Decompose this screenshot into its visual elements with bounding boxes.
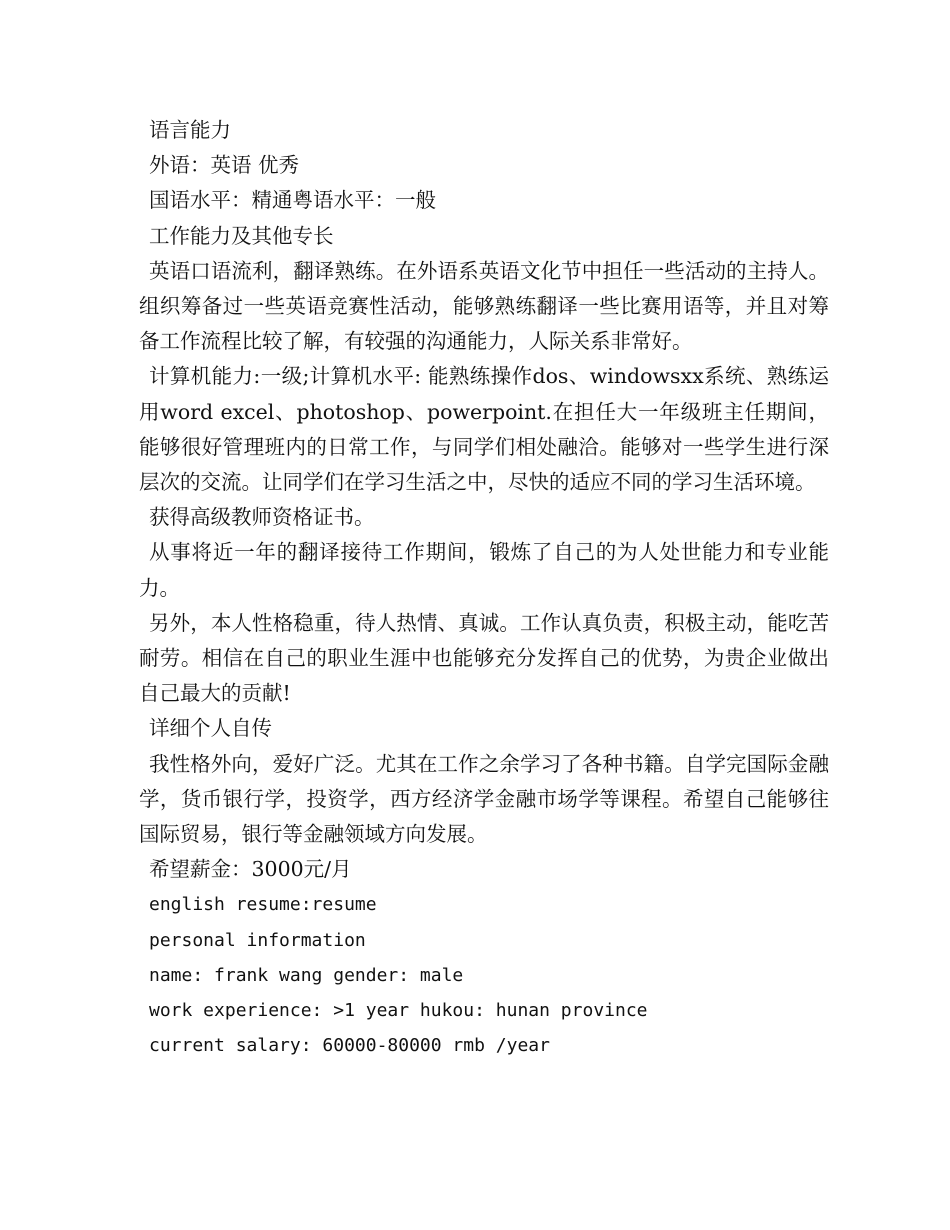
autobiography-heading: 详细个人自传 xyxy=(149,716,272,741)
teacher-certificate-line: 获得高级教师资格证书。 xyxy=(149,505,375,530)
language-ability-heading: 语言能力 xyxy=(149,118,231,142)
name-gender-line: name: frank wang gender: male xyxy=(149,964,464,986)
autobiography-paragraph: 我性格外向，爱好广泛。尤其在工作之余学习了各种书籍。自学完国际金融学，货币银行学，投资学，西方经济学金融市场学等课程。希望自己能够往国际贸易，银行等金融领域方向发展。 xyxy=(139,751,829,847)
computer-skills-paragraph: 计算机能力:一级;计算机水平: 能熟练操作dos、windowsxx系统、熟练运用word excel、photoshop、powerpoint.在担任大一年级班主任期间，能够很好管理班内的日常工作，与同学们相处融洽。能够对一些学生进行深层次的交流。让同学们在学习生活之中，尽快的适应不同的学习生活环境。 xyxy=(139,364,829,495)
personality-paragraph: 另外，本人性格稳重，待人热情、真诚。工作认真负责，积极主动，能吃苦耐劳。相信在自己的职业生涯中也能够充分发挥自己的优势，为贵企业做出自己最大的贡献! xyxy=(139,610,829,706)
work-ability-heading: 工作能力及其他专长 xyxy=(149,223,334,248)
translation-work-paragraph: 从事将近一年的翻译接待工作期间，锻炼了自己的为人处世能力和专业能力。 xyxy=(139,540,829,600)
foreign-language-line: 外语：英语 优秀 xyxy=(149,153,300,178)
current-salary-line: current salary: 60000-80000 rmb /year xyxy=(149,1035,550,1057)
expected-salary-line: 希望薪金：3000元/月 xyxy=(149,857,352,882)
document-body xyxy=(139,113,829,1063)
mandarin-cantonese-line: 国语水平：精通粤语水平：一般 xyxy=(149,188,436,213)
english-resume-line: english resume:resume xyxy=(149,894,377,916)
personal-information-line: personal information xyxy=(149,929,366,951)
english-skills-paragraph: 英语口语流利，翻译熟练。在外语系英语文化节中担任一些活动的主持人。组织筹备过一些英语竞赛性活动，能够熟练翻译一些比赛用语等，并且对筹备工作流程比较了解，有较强的沟通能力，人际关系非常好。 xyxy=(139,258,829,354)
work-experience-hukou-line: work experience: >1 year hukou: hunan province xyxy=(149,1000,648,1022)
